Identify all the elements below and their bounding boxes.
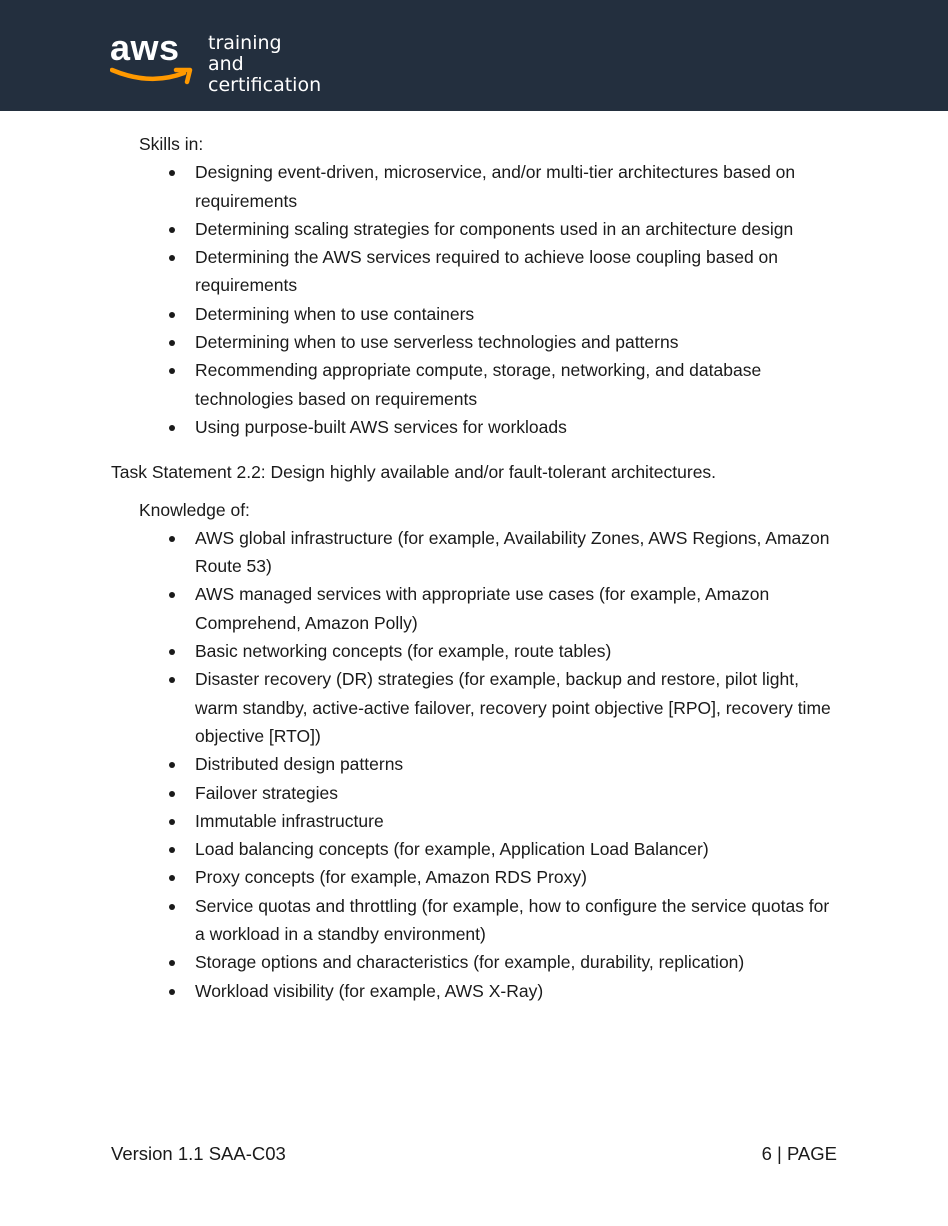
- list-item-text: Determining when to use serverless technologies and patterns: [195, 332, 679, 353]
- list-item-text: AWS managed services with appropriate use cases (for example, Amazon Comprehend, Amazon Polly): [195, 584, 770, 633]
- list-item: [111, 977, 841, 1005]
- list-item: [111, 779, 841, 807]
- list-item: [111, 300, 841, 328]
- list-item: [111, 243, 841, 300]
- list-item: [111, 665, 841, 750]
- list-item: [111, 356, 841, 413]
- list-item: [111, 580, 841, 637]
- list-item-text: Determining scaling strategies for components used in an architecture design: [195, 218, 794, 239]
- list-item-text: Recommending appropriate compute, storage, networking, and database technologies based on requirements: [195, 360, 762, 409]
- list-item: [111, 948, 841, 976]
- list-item-text: Determining the AWS services required to achieve loose coupling based on requirements: [195, 247, 779, 296]
- task-statement: Task Statement 2.2: Design highly available and/or fault-tolerant architectures.: [111, 462, 717, 483]
- knowledge-list: [111, 524, 841, 1005]
- list-item-text: Failover strategies: [195, 782, 338, 803]
- list-item: [111, 328, 841, 356]
- bullet-icon: [169, 904, 175, 910]
- list-item: [111, 835, 841, 863]
- list-item-text: Distributed design patterns: [195, 754, 404, 775]
- bullet-icon: [169, 819, 175, 825]
- bullet-icon: [169, 592, 175, 598]
- list-item: [111, 215, 841, 243]
- logo-tagline: [208, 33, 321, 96]
- list-item: [111, 892, 841, 949]
- list-item-text: Storage options and characteristics (for example, durability, replication): [195, 952, 745, 973]
- skills-list: [111, 158, 841, 441]
- list-item-text: Using purpose-built AWS services for workloads: [195, 416, 567, 437]
- bullet-icon: [169, 255, 175, 261]
- list-item-text: Service quotas and throttling (for example, how to configure the service quotas for a workload in a standby environment): [195, 895, 830, 945]
- list-item: [111, 750, 841, 778]
- bullet-icon: [169, 989, 175, 995]
- bullet-icon: [169, 227, 175, 233]
- bullet-icon: [169, 170, 175, 176]
- bullet-icon: [169, 368, 175, 374]
- bullet-icon: [169, 677, 175, 683]
- page-header: [0, 0, 948, 111]
- bullet-icon: [169, 536, 175, 542]
- bullet-icon: [169, 649, 175, 655]
- list-item-text: Workload visibility (for example, AWS X-Ray): [195, 980, 544, 1001]
- tagline-line-1: training and: [208, 32, 282, 75]
- list-item-text: Designing event-driven, microservice, and/or multi-tier architectures based on requirements: [195, 162, 796, 211]
- bullet-icon: [169, 847, 175, 853]
- list-item-text: Immutable infrastructure: [195, 810, 384, 831]
- aws-wordmark: aws: [110, 27, 180, 68]
- skills-heading: Skills in:: [139, 134, 204, 154]
- bullet-icon: [169, 875, 175, 881]
- bullet-icon: [169, 425, 175, 431]
- knowledge-heading: Knowledge of:: [139, 499, 250, 520]
- document-body: [111, 130, 841, 1005]
- list-item: [111, 413, 841, 441]
- aws-smile-icon: [110, 64, 196, 86]
- list-item-text: Proxy concepts (for example, Amazon RDS Proxy): [195, 867, 587, 888]
- list-item-text: AWS global infrastructure (for example, Availability Zones, AWS Regions, Amazon Route 53): [195, 527, 830, 577]
- bullet-icon: [169, 791, 175, 797]
- bullet-icon: [169, 312, 175, 318]
- bullet-icon: [169, 762, 175, 768]
- footer-page-number: 6 | PAGE: [761, 1143, 837, 1164]
- tagline-line-2: certification: [208, 74, 322, 96]
- footer-version: Version 1.1 SAA-C03: [111, 1143, 286, 1164]
- bullet-icon: [169, 340, 175, 346]
- list-item-text: Load balancing concepts (for example, Application Load Balancer): [195, 839, 709, 860]
- list-item: [111, 637, 841, 665]
- list-item: [111, 863, 841, 891]
- list-item-text: Determining when to use containers: [195, 303, 475, 324]
- list-item-text: Disaster recovery (DR) strategies (for example, backup and restore, pilot light, warm standby, active-active failover, recovery point objective [RPO], recovery time objective [RTO]): [195, 669, 831, 746]
- bullet-icon: [169, 960, 175, 966]
- list-item: [111, 524, 841, 581]
- list-item: [111, 807, 841, 835]
- list-item: [111, 158, 841, 215]
- list-item-text: Basic networking concepts (for example, route tables): [195, 641, 612, 662]
